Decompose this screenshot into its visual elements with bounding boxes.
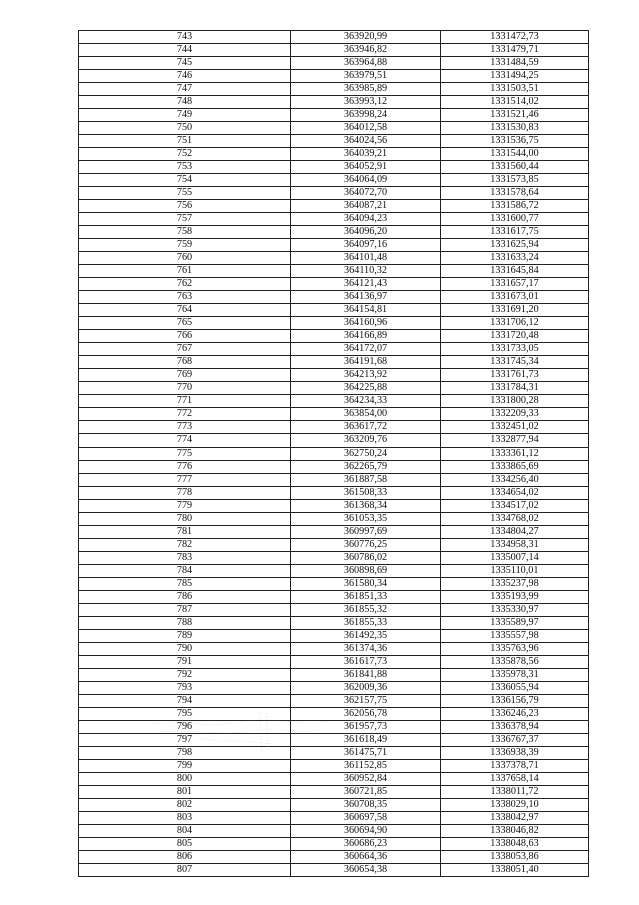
table-row bbox=[79, 96, 589, 109]
point-number-cell: 747 bbox=[79, 83, 291, 96]
y-coordinate-cell: 1336055,94 bbox=[441, 681, 589, 694]
x-coordinate-cell: 360952,84 bbox=[291, 772, 441, 785]
x-coordinate-cell: 363854,00 bbox=[291, 408, 441, 421]
point-number-cell: 762 bbox=[79, 278, 291, 291]
point-number-cell: 746 bbox=[79, 70, 291, 83]
y-coordinate-cell: 1331472,73 bbox=[441, 31, 589, 44]
point-number-cell: 782 bbox=[79, 538, 291, 551]
table-row bbox=[79, 798, 589, 811]
table-row bbox=[79, 759, 589, 772]
point-number-cell: 780 bbox=[79, 512, 291, 525]
y-coordinate-cell: 1335589,97 bbox=[441, 616, 589, 629]
x-coordinate-cell: 364101,48 bbox=[291, 252, 441, 265]
point-number-cell: 792 bbox=[79, 668, 291, 681]
coordinates-table-body bbox=[79, 31, 589, 877]
point-number-cell: 752 bbox=[79, 148, 291, 161]
point-number-cell: 786 bbox=[79, 590, 291, 603]
x-coordinate-cell: 361841,88 bbox=[291, 668, 441, 681]
table-row bbox=[79, 213, 589, 226]
y-coordinate-cell: 1338011,72 bbox=[441, 785, 589, 798]
x-coordinate-cell: 363920,99 bbox=[291, 31, 441, 44]
x-coordinate-cell: 363979,51 bbox=[291, 70, 441, 83]
point-number-cell: 800 bbox=[79, 772, 291, 785]
point-number-cell: 798 bbox=[79, 746, 291, 759]
point-number-cell: 804 bbox=[79, 824, 291, 837]
y-coordinate-cell: 1331625,94 bbox=[441, 239, 589, 252]
point-number-cell: 774 bbox=[79, 434, 291, 447]
table-row bbox=[79, 265, 589, 278]
x-coordinate-cell: 364154,81 bbox=[291, 304, 441, 317]
x-coordinate-cell: 364039,21 bbox=[291, 148, 441, 161]
table-row bbox=[79, 837, 589, 850]
x-coordinate-cell: 364024,56 bbox=[291, 135, 441, 148]
x-coordinate-cell: 363985,89 bbox=[291, 83, 441, 96]
point-number-cell: 764 bbox=[79, 304, 291, 317]
point-number-cell: 766 bbox=[79, 330, 291, 343]
point-number-cell: 787 bbox=[79, 603, 291, 616]
table-row bbox=[79, 564, 589, 577]
point-number-cell: 807 bbox=[79, 864, 291, 877]
x-coordinate-cell: 363209,76 bbox=[291, 434, 441, 447]
y-coordinate-cell: 1331633,24 bbox=[441, 252, 589, 265]
table-row bbox=[79, 850, 589, 863]
x-coordinate-cell: 360776,25 bbox=[291, 538, 441, 551]
y-coordinate-cell: 1331560,44 bbox=[441, 161, 589, 174]
x-coordinate-cell: 363964,88 bbox=[291, 57, 441, 70]
table-row bbox=[79, 317, 589, 330]
y-coordinate-cell: 1331573,85 bbox=[441, 174, 589, 187]
table-row bbox=[79, 720, 589, 733]
x-coordinate-cell: 364234,33 bbox=[291, 395, 441, 408]
y-coordinate-cell: 1331745,34 bbox=[441, 356, 589, 369]
y-coordinate-cell: 1331536,75 bbox=[441, 135, 589, 148]
y-coordinate-cell: 1331657,17 bbox=[441, 278, 589, 291]
point-number-cell: 755 bbox=[79, 187, 291, 200]
x-coordinate-cell: 361855,32 bbox=[291, 603, 441, 616]
y-coordinate-cell: 1333865,69 bbox=[441, 460, 589, 473]
x-coordinate-cell: 361374,36 bbox=[291, 642, 441, 655]
table-row bbox=[79, 434, 589, 447]
point-number-cell: 795 bbox=[79, 707, 291, 720]
point-number-cell: 759 bbox=[79, 239, 291, 252]
table-row bbox=[79, 473, 589, 486]
table-row bbox=[79, 226, 589, 239]
x-coordinate-cell: 362265,79 bbox=[291, 460, 441, 473]
point-number-cell: 777 bbox=[79, 473, 291, 486]
point-number-cell: 765 bbox=[79, 317, 291, 330]
table-row bbox=[79, 668, 589, 681]
y-coordinate-cell: 1334256,40 bbox=[441, 473, 589, 486]
y-coordinate-cell: 1336938,39 bbox=[441, 746, 589, 759]
table-row bbox=[79, 291, 589, 304]
y-coordinate-cell: 1331479,71 bbox=[441, 44, 589, 57]
table-row bbox=[79, 642, 589, 655]
table-row bbox=[79, 31, 589, 44]
table-row bbox=[79, 694, 589, 707]
point-number-cell: 749 bbox=[79, 109, 291, 122]
x-coordinate-cell: 360786,02 bbox=[291, 551, 441, 564]
point-number-cell: 779 bbox=[79, 499, 291, 512]
y-coordinate-cell: 1331761,73 bbox=[441, 369, 589, 382]
y-coordinate-cell: 1332451,02 bbox=[441, 421, 589, 434]
table-row bbox=[79, 135, 589, 148]
table-row bbox=[79, 447, 589, 460]
table-row bbox=[79, 460, 589, 473]
y-coordinate-cell: 1336246,23 bbox=[441, 707, 589, 720]
point-number-cell: 805 bbox=[79, 837, 291, 850]
x-coordinate-cell: 364110,32 bbox=[291, 265, 441, 278]
x-coordinate-cell: 360664,36 bbox=[291, 850, 441, 863]
y-coordinate-cell: 1332877,94 bbox=[441, 434, 589, 447]
x-coordinate-cell: 364121,43 bbox=[291, 278, 441, 291]
table-row bbox=[79, 330, 589, 343]
x-coordinate-cell: 361053,35 bbox=[291, 512, 441, 525]
y-coordinate-cell: 1337378,71 bbox=[441, 759, 589, 772]
y-coordinate-cell: 1331691,20 bbox=[441, 304, 589, 317]
x-coordinate-cell: 361851,33 bbox=[291, 590, 441, 603]
y-coordinate-cell: 1338051,40 bbox=[441, 864, 589, 877]
x-coordinate-cell: 363998,24 bbox=[291, 109, 441, 122]
y-coordinate-cell: 1331800,28 bbox=[441, 395, 589, 408]
table-row bbox=[79, 369, 589, 382]
point-number-cell: 803 bbox=[79, 811, 291, 824]
x-coordinate-cell: 364172,07 bbox=[291, 343, 441, 356]
point-number-cell: 784 bbox=[79, 564, 291, 577]
x-coordinate-cell: 364096,20 bbox=[291, 226, 441, 239]
table-row bbox=[79, 421, 589, 434]
table-row bbox=[79, 343, 589, 356]
table-row bbox=[79, 70, 589, 83]
y-coordinate-cell: 1331586,72 bbox=[441, 200, 589, 213]
table-row bbox=[79, 57, 589, 70]
y-coordinate-cell: 1331706,12 bbox=[441, 317, 589, 330]
table-row bbox=[79, 681, 589, 694]
x-coordinate-cell: 360686,23 bbox=[291, 837, 441, 850]
x-coordinate-cell: 364213,92 bbox=[291, 369, 441, 382]
x-coordinate-cell: 361618,49 bbox=[291, 733, 441, 746]
y-coordinate-cell: 1336378,94 bbox=[441, 720, 589, 733]
table-row bbox=[79, 785, 589, 798]
point-number-cell: 799 bbox=[79, 759, 291, 772]
point-number-cell: 745 bbox=[79, 57, 291, 70]
x-coordinate-cell: 363617,72 bbox=[291, 421, 441, 434]
x-coordinate-cell: 362157,75 bbox=[291, 694, 441, 707]
table-row bbox=[79, 122, 589, 135]
y-coordinate-cell: 1331503,51 bbox=[441, 83, 589, 96]
point-number-cell: 754 bbox=[79, 174, 291, 187]
y-coordinate-cell: 1331530,83 bbox=[441, 122, 589, 135]
y-coordinate-cell: 1331784,31 bbox=[441, 382, 589, 395]
point-number-cell: 781 bbox=[79, 525, 291, 538]
x-coordinate-cell: 361368,34 bbox=[291, 499, 441, 512]
table-row bbox=[79, 44, 589, 57]
y-coordinate-cell: 1331494,25 bbox=[441, 70, 589, 83]
point-number-cell: 778 bbox=[79, 486, 291, 499]
point-number-cell: 801 bbox=[79, 785, 291, 798]
y-coordinate-cell: 1335557,98 bbox=[441, 629, 589, 642]
y-coordinate-cell: 1338029,10 bbox=[441, 798, 589, 811]
point-number-cell: 770 bbox=[79, 382, 291, 395]
x-coordinate-cell: 364225,88 bbox=[291, 382, 441, 395]
point-number-cell: 785 bbox=[79, 577, 291, 590]
x-coordinate-cell: 363946,82 bbox=[291, 44, 441, 57]
y-coordinate-cell: 1331720,48 bbox=[441, 330, 589, 343]
table-row bbox=[79, 395, 589, 408]
x-coordinate-cell: 361492,35 bbox=[291, 629, 441, 642]
table-row bbox=[79, 161, 589, 174]
point-number-cell: 763 bbox=[79, 291, 291, 304]
point-number-cell: 771 bbox=[79, 395, 291, 408]
x-coordinate-cell: 364087,21 bbox=[291, 200, 441, 213]
table-row bbox=[79, 304, 589, 317]
point-number-cell: 760 bbox=[79, 252, 291, 265]
y-coordinate-cell: 1334958,31 bbox=[441, 538, 589, 551]
y-coordinate-cell: 1334804,27 bbox=[441, 525, 589, 538]
table-row bbox=[79, 629, 589, 642]
x-coordinate-cell: 364012,58 bbox=[291, 122, 441, 135]
x-coordinate-cell: 364094,23 bbox=[291, 213, 441, 226]
table-row bbox=[79, 772, 589, 785]
y-coordinate-cell: 1338042,97 bbox=[441, 811, 589, 824]
table-row bbox=[79, 486, 589, 499]
x-coordinate-cell: 362056,78 bbox=[291, 707, 441, 720]
point-number-cell: 750 bbox=[79, 122, 291, 135]
x-coordinate-cell: 360997,69 bbox=[291, 525, 441, 538]
y-coordinate-cell: 1335763,96 bbox=[441, 642, 589, 655]
point-number-cell: 751 bbox=[79, 135, 291, 148]
table-row bbox=[79, 811, 589, 824]
y-coordinate-cell: 1338046,82 bbox=[441, 824, 589, 837]
x-coordinate-cell: 360654,38 bbox=[291, 864, 441, 877]
point-number-cell: 757 bbox=[79, 213, 291, 226]
point-number-cell: 758 bbox=[79, 226, 291, 239]
table-row bbox=[79, 603, 589, 616]
table-row bbox=[79, 746, 589, 759]
point-number-cell: 789 bbox=[79, 629, 291, 642]
y-coordinate-cell: 1331521,46 bbox=[441, 109, 589, 122]
point-number-cell: 773 bbox=[79, 421, 291, 434]
table-row bbox=[79, 733, 589, 746]
point-number-cell: 761 bbox=[79, 265, 291, 278]
y-coordinate-cell: 1335110,01 bbox=[441, 564, 589, 577]
table-row bbox=[79, 109, 589, 122]
x-coordinate-cell: 364097,16 bbox=[291, 239, 441, 252]
x-coordinate-cell: 364136,97 bbox=[291, 291, 441, 304]
y-coordinate-cell: 1334517,02 bbox=[441, 499, 589, 512]
table-row bbox=[79, 616, 589, 629]
y-coordinate-cell: 1335193,99 bbox=[441, 590, 589, 603]
x-coordinate-cell: 364166,89 bbox=[291, 330, 441, 343]
y-coordinate-cell: 1335978,31 bbox=[441, 668, 589, 681]
x-coordinate-cell: 361152,85 bbox=[291, 759, 441, 772]
x-coordinate-cell: 361887,58 bbox=[291, 473, 441, 486]
coordinates-table bbox=[78, 30, 589, 877]
y-coordinate-cell: 1338053,86 bbox=[441, 850, 589, 863]
table-row bbox=[79, 278, 589, 291]
table-row bbox=[79, 655, 589, 668]
y-coordinate-cell: 1335007,14 bbox=[441, 551, 589, 564]
table-row bbox=[79, 252, 589, 265]
point-number-cell: 806 bbox=[79, 850, 291, 863]
point-number-cell: 776 bbox=[79, 460, 291, 473]
point-number-cell: 788 bbox=[79, 616, 291, 629]
x-coordinate-cell: 360721,85 bbox=[291, 785, 441, 798]
point-number-cell: 743 bbox=[79, 31, 291, 44]
x-coordinate-cell: 362750,24 bbox=[291, 447, 441, 460]
x-coordinate-cell: 361617,73 bbox=[291, 655, 441, 668]
table-row bbox=[79, 499, 589, 512]
x-coordinate-cell: 360708,35 bbox=[291, 798, 441, 811]
x-coordinate-cell: 362009,36 bbox=[291, 681, 441, 694]
x-coordinate-cell: 361475,71 bbox=[291, 746, 441, 759]
x-coordinate-cell: 361855,33 bbox=[291, 616, 441, 629]
table-row bbox=[79, 538, 589, 551]
table-row bbox=[79, 512, 589, 525]
y-coordinate-cell: 1331645,84 bbox=[441, 265, 589, 278]
y-coordinate-cell: 1333361,12 bbox=[441, 447, 589, 460]
y-coordinate-cell: 1336767,37 bbox=[441, 733, 589, 746]
y-coordinate-cell: 1331673,01 bbox=[441, 291, 589, 304]
table-row bbox=[79, 187, 589, 200]
point-number-cell: 790 bbox=[79, 642, 291, 655]
x-coordinate-cell: 360697,58 bbox=[291, 811, 441, 824]
point-number-cell: 791 bbox=[79, 655, 291, 668]
y-coordinate-cell: 1331544,00 bbox=[441, 148, 589, 161]
point-number-cell: 802 bbox=[79, 798, 291, 811]
point-number-cell: 793 bbox=[79, 681, 291, 694]
table-row bbox=[79, 239, 589, 252]
point-number-cell: 744 bbox=[79, 44, 291, 57]
point-number-cell: 767 bbox=[79, 343, 291, 356]
point-number-cell: 769 bbox=[79, 369, 291, 382]
table-row bbox=[79, 590, 589, 603]
y-coordinate-cell: 1331600,77 bbox=[441, 213, 589, 226]
point-number-cell: 794 bbox=[79, 694, 291, 707]
y-coordinate-cell: 1335330,97 bbox=[441, 603, 589, 616]
y-coordinate-cell: 1335237,98 bbox=[441, 577, 589, 590]
x-coordinate-cell: 363993,12 bbox=[291, 96, 441, 109]
x-coordinate-cell: 364072,70 bbox=[291, 187, 441, 200]
table-row bbox=[79, 551, 589, 564]
y-coordinate-cell: 1331484,59 bbox=[441, 57, 589, 70]
y-coordinate-cell: 1336156,79 bbox=[441, 694, 589, 707]
point-number-cell: 783 bbox=[79, 551, 291, 564]
x-coordinate-cell: 364191,68 bbox=[291, 356, 441, 369]
table-row bbox=[79, 174, 589, 187]
y-coordinate-cell: 1335878,56 bbox=[441, 655, 589, 668]
table-row bbox=[79, 200, 589, 213]
x-coordinate-cell: 361580,34 bbox=[291, 577, 441, 590]
y-coordinate-cell: 1331578,64 bbox=[441, 187, 589, 200]
point-number-cell: 775 bbox=[79, 447, 291, 460]
table-row bbox=[79, 148, 589, 161]
table-row bbox=[79, 356, 589, 369]
y-coordinate-cell: 1337658,14 bbox=[441, 772, 589, 785]
point-number-cell: 756 bbox=[79, 200, 291, 213]
y-coordinate-cell: 1331514,02 bbox=[441, 96, 589, 109]
table-row bbox=[79, 824, 589, 837]
point-number-cell: 753 bbox=[79, 161, 291, 174]
x-coordinate-cell: 364052,91 bbox=[291, 161, 441, 174]
x-coordinate-cell: 364064,09 bbox=[291, 174, 441, 187]
table-row bbox=[79, 577, 589, 590]
point-number-cell: 796 bbox=[79, 720, 291, 733]
x-coordinate-cell: 361508,33 bbox=[291, 486, 441, 499]
x-coordinate-cell: 361957,73 bbox=[291, 720, 441, 733]
y-coordinate-cell: 1332209,33 bbox=[441, 408, 589, 421]
x-coordinate-cell: 364160,96 bbox=[291, 317, 441, 330]
y-coordinate-cell: 1334768,02 bbox=[441, 512, 589, 525]
x-coordinate-cell: 360694,90 bbox=[291, 824, 441, 837]
table-row bbox=[79, 382, 589, 395]
point-number-cell: 797 bbox=[79, 733, 291, 746]
y-coordinate-cell: 1338048,63 bbox=[441, 837, 589, 850]
point-number-cell: 772 bbox=[79, 408, 291, 421]
table-row bbox=[79, 83, 589, 96]
table-row bbox=[79, 408, 589, 421]
y-coordinate-cell: 1334654,02 bbox=[441, 486, 589, 499]
point-number-cell: 768 bbox=[79, 356, 291, 369]
y-coordinate-cell: 1331617,75 bbox=[441, 226, 589, 239]
y-coordinate-cell: 1331733,05 bbox=[441, 343, 589, 356]
point-number-cell: 748 bbox=[79, 96, 291, 109]
table-row bbox=[79, 707, 589, 720]
table-row bbox=[79, 864, 589, 877]
table-row bbox=[79, 525, 589, 538]
x-coordinate-cell: 360898,69 bbox=[291, 564, 441, 577]
